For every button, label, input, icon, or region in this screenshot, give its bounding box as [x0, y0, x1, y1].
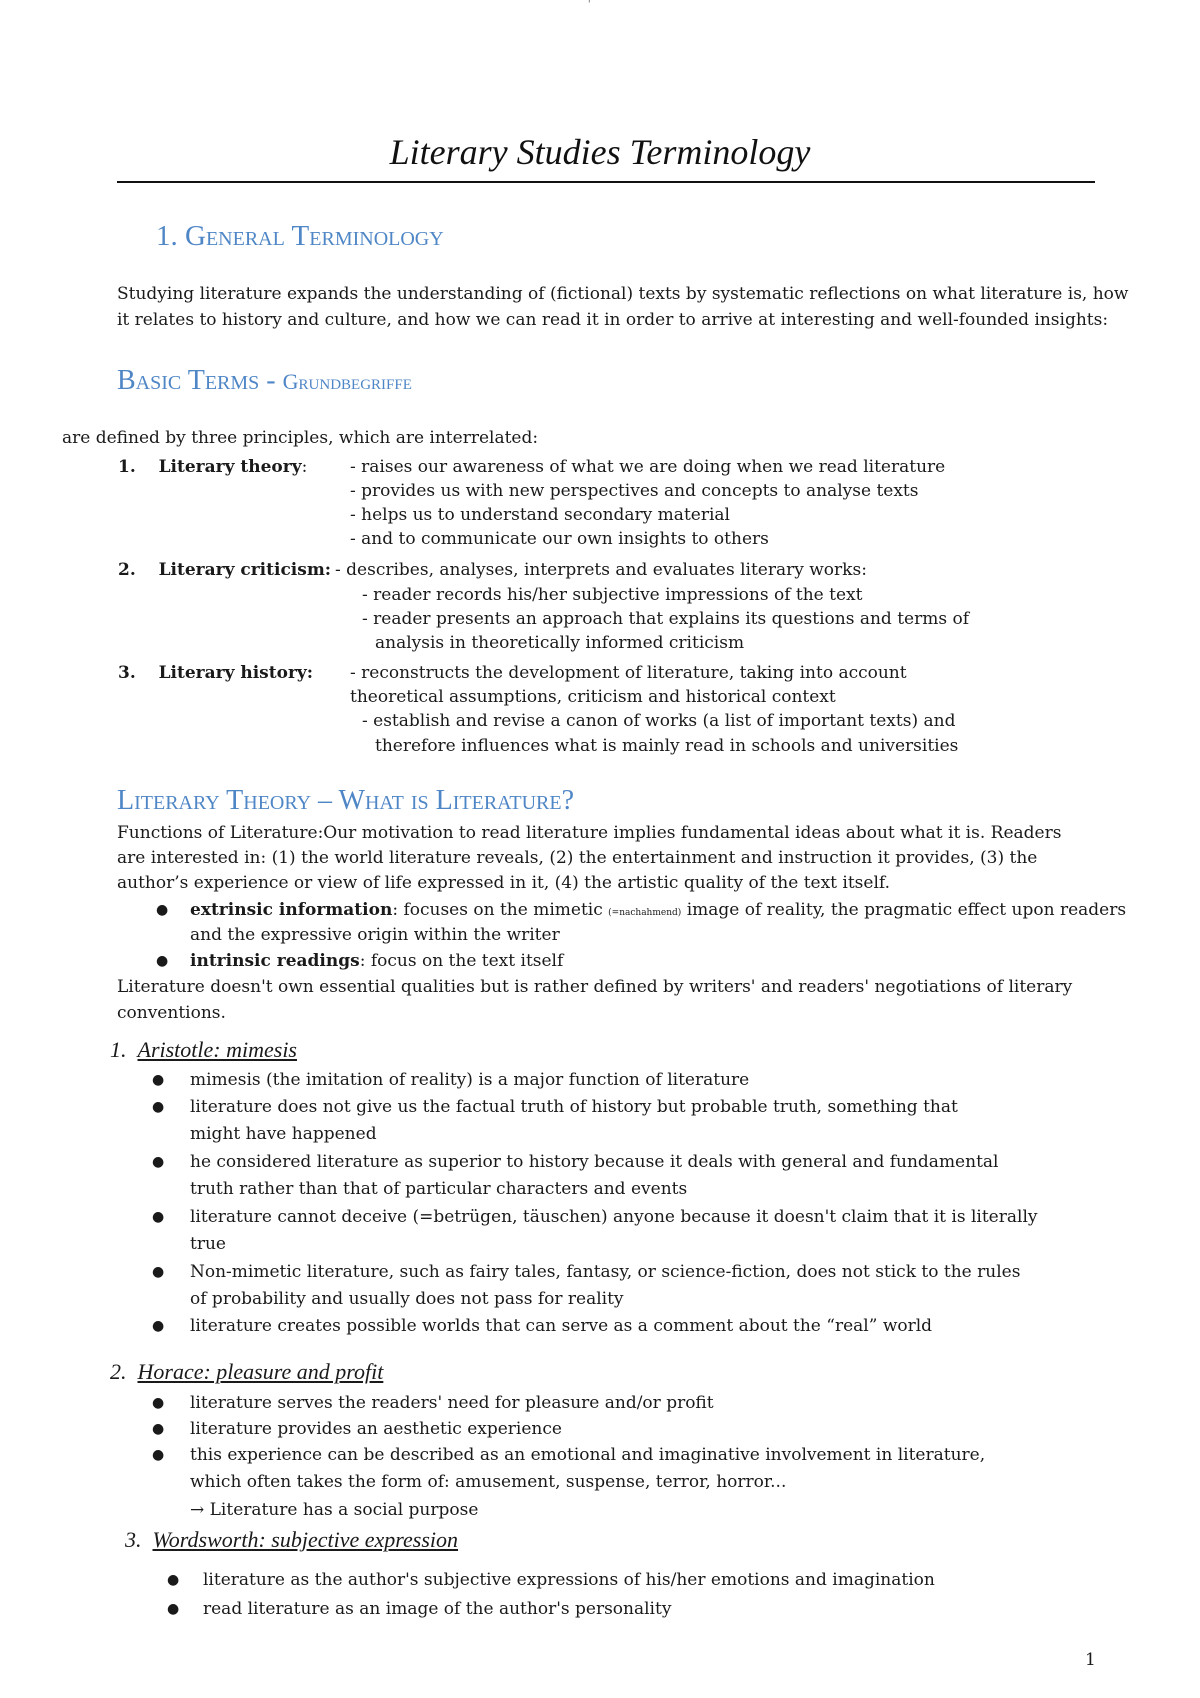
wordsworth-heading: 3. Wordsworth: subjective expression	[125, 1527, 459, 1552]
aristotle-bullet: literature does not give us the factual truth of history but probable truth, something that	[190, 1097, 958, 1117]
horace-heading: 2. Horace: pleasure and profit	[110, 1359, 384, 1384]
bullet-icon: ●	[156, 902, 169, 918]
bullet-icon: ●	[152, 1421, 165, 1437]
basic-terms-lead: are defined by three principles, which are interrelated:	[62, 428, 539, 448]
horace-bullet: literature serves the readers' need for pleasure and/or profit	[190, 1393, 714, 1413]
literary-theory-heading: Literary Theory – What is Literature?	[117, 785, 575, 816]
horace-bullet: this experience can be described as an emotional and imaginative involvement in literature,	[190, 1445, 986, 1465]
term-3-line: - establish and revise a canon of works (a list of important texts) and	[362, 711, 956, 731]
intro-line-2: it relates to history and culture, and how we can read it in order to arrive at interesting and well-founded insights:	[117, 310, 1109, 330]
term-2-first-line: - describes, analyses, interprets and evaluates literary works:	[335, 560, 867, 580]
term-2-line: - reader records his/her subjective impressions of the text	[362, 585, 863, 605]
bullet-icon: ●	[152, 1154, 165, 1170]
aristotle-bullet: literature cannot deceive (=betrügen, täuschen) anyone because it doesn't claim that it is literally	[190, 1207, 1038, 1227]
bullet-icon: ●	[152, 1264, 165, 1280]
horace-bullet: literature provides an aesthetic experience	[190, 1419, 562, 1439]
wordsworth-bullet: literature as the author's subjective expressions of his/her emotions and imagination	[203, 1570, 935, 1590]
conclusion-line: conventions.	[117, 1003, 226, 1023]
bullet-icon: ●	[156, 953, 169, 969]
horace-bullet-cont: which often takes the form of: amusement, suspense, terror, horror...	[190, 1472, 787, 1492]
aristotle-bullet-cont: true	[190, 1234, 226, 1254]
term-2-line: analysis in theoretically informed criticism	[375, 633, 745, 653]
conclusion-line: Literature doesn't own essential qualities but is rather defined by writers' and readers' negotiations of literary	[117, 977, 1073, 997]
bullet-icon: ●	[152, 1447, 165, 1463]
term-3-line: therefore influences what is mainly read in schools and universities	[375, 736, 959, 756]
horace-arrow-line: → Literature has a social purpose	[190, 1500, 479, 1520]
bullet-icon: ●	[152, 1072, 165, 1088]
basic-terms-heading	[117, 364, 412, 399]
aristotle-bullet: Non-mimetic literature, such as fairy tales, fantasy, or science-fiction, does not stick to the rules	[190, 1262, 1021, 1282]
aristotle-bullet-cont: might have happened	[190, 1124, 377, 1144]
aristotle-bullet-cont: truth rather than that of particular characters and events	[190, 1179, 688, 1199]
intrinsic-bullet: intrinsic readings: focus on the text itself	[190, 951, 564, 971]
page-number: 1	[1085, 1650, 1096, 1670]
aristotle-bullet: he considered literature as superior to history because it deals with general and fundamental	[190, 1152, 999, 1172]
title-rule	[117, 181, 1095, 183]
bullet-icon: ●	[167, 1601, 180, 1617]
term-1-line: - and to communicate our own insights to others	[350, 529, 769, 549]
bullet-icon: ●	[152, 1209, 165, 1225]
aristotle-heading: 1. Aristotle: mimesis	[110, 1037, 297, 1062]
basic-terms-heading-de: Grundbegriffe	[282, 369, 412, 394]
extrinsic-bullet: extrinsic information: focuses on the mimetic (=nachahmend) image of reality, the pragmatic effect upon readers	[190, 900, 1127, 920]
term-2-line: - reader presents an approach that explains its questions and terms of	[362, 609, 969, 629]
term-1-label: 1. Literary theory:	[118, 457, 308, 477]
basic-terms-heading-en: Basic Terms -	[117, 365, 283, 396]
bullet-icon: ●	[152, 1318, 165, 1334]
bullet-icon: ●	[152, 1099, 165, 1115]
term-1-line: - raises our awareness of what we are doing when we read literature	[350, 457, 946, 477]
wordsworth-bullet: read literature as an image of the author's personality	[203, 1599, 672, 1619]
aristotle-bullet: literature creates possible worlds that can serve as a comment about the “real” world	[190, 1316, 933, 1336]
term-2-label: 2. Literary criticism:	[118, 560, 332, 580]
term-2-name: Literary criticism:	[158, 560, 332, 580]
term-3-label: 3. Literary history:	[118, 663, 314, 683]
section-1-heading	[156, 218, 444, 254]
term-1-line: - provides us with new perspectives and concepts to analyse texts	[350, 481, 919, 501]
bullet-icon: ●	[152, 1395, 165, 1411]
aristotle-bullet: mimesis (the imitation of reality) is a major function of literature	[190, 1070, 750, 1090]
term-1-line: - helps us to understand secondary material	[350, 505, 730, 525]
section-1-title: General Terminology	[185, 220, 444, 252]
functions-line: Functions of Literature:Our motivation to read literature implies fundamental ideas about what it is. Readers	[117, 823, 1062, 843]
functions-line: author’s experience or view of life expressed in it, (4) the artistic quality of the text itself.	[117, 873, 890, 893]
intro-line-1: Studying literature expands the understanding of (fictional) texts by systematic reflections on what literature is, how	[117, 284, 1129, 304]
term-1-name: Literary theory	[158, 457, 302, 477]
header-mark: '	[588, 0, 591, 10]
document-title: Literary Studies Terminology	[389, 132, 811, 172]
extrinsic-bullet-cont: and the expressive origin within the writer	[190, 925, 560, 945]
term-3-line: theoretical assumptions, criticism and historical context	[350, 687, 836, 707]
term-3-name: Literary history:	[158, 663, 314, 683]
aristotle-bullet-cont: of probability and usually does not pass for reality	[190, 1289, 624, 1309]
functions-line: are interested in: (1) the world literature reveals, (2) the entertainment and instruction it provides, (3) the	[117, 848, 1038, 868]
section-1-number: 1.	[156, 220, 178, 252]
bullet-icon: ●	[167, 1572, 180, 1588]
term-3-line: - reconstructs the development of literature, taking into account	[350, 663, 907, 683]
